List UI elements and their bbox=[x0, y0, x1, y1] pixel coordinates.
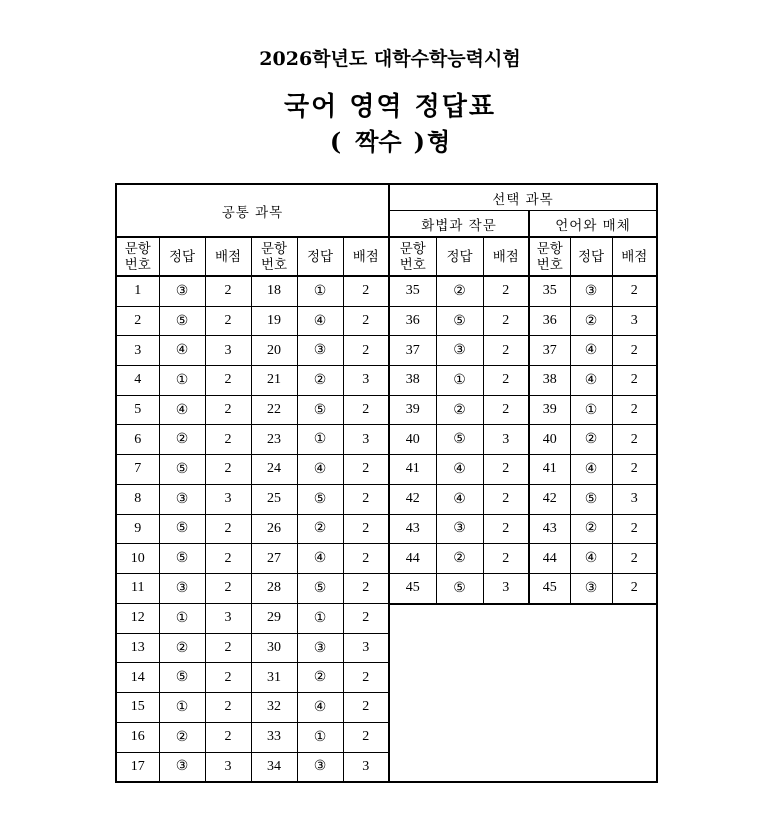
common-question-number: 4 bbox=[116, 366, 159, 396]
table-row bbox=[116, 425, 657, 455]
elective-b-question-number: 37 bbox=[529, 336, 570, 366]
common-points: 2 bbox=[343, 722, 389, 752]
column-header-number: 문항 번호 bbox=[389, 237, 436, 276]
empty-cell bbox=[436, 604, 483, 634]
elective-b-question-number: 40 bbox=[529, 425, 570, 455]
empty-cell bbox=[483, 633, 529, 663]
common-question-number: 23 bbox=[251, 425, 297, 455]
common-question-number: 12 bbox=[116, 604, 159, 634]
common-answer: ④ bbox=[159, 336, 205, 366]
common-points: 2 bbox=[343, 306, 389, 336]
common-points: 3 bbox=[205, 484, 251, 514]
common-points: 2 bbox=[205, 455, 251, 485]
common-question-number: 1 bbox=[116, 276, 159, 306]
common-points: 2 bbox=[343, 693, 389, 723]
elective-b-points: 2 bbox=[612, 395, 657, 425]
common-points: 2 bbox=[205, 306, 251, 336]
empty-cell bbox=[570, 752, 612, 782]
common-points: 2 bbox=[343, 573, 389, 603]
elective-a-points: 2 bbox=[483, 544, 529, 574]
common-question-number: 32 bbox=[251, 693, 297, 723]
common-answer: ① bbox=[297, 722, 343, 752]
elective-b-question-number: 42 bbox=[529, 484, 570, 514]
empty-cell bbox=[529, 752, 570, 782]
elective-a-question-number: 39 bbox=[389, 395, 436, 425]
common-points: 3 bbox=[343, 752, 389, 782]
exam-type-label: 짝수 bbox=[355, 127, 402, 156]
empty-cell bbox=[483, 722, 529, 752]
empty-cell bbox=[612, 752, 657, 782]
elective-a-points: 2 bbox=[483, 484, 529, 514]
common-question-number: 5 bbox=[116, 395, 159, 425]
column-header-answer: 정답 bbox=[297, 237, 343, 276]
empty-cell bbox=[389, 633, 436, 663]
elective-b-answer: ④ bbox=[570, 336, 612, 366]
elective-b-answer: ③ bbox=[570, 276, 612, 306]
empty-cell bbox=[570, 693, 612, 723]
elective-b-points: 3 bbox=[612, 484, 657, 514]
table-row bbox=[116, 366, 657, 396]
elective-a-question-number: 44 bbox=[389, 544, 436, 574]
elective-b-points: 2 bbox=[612, 336, 657, 366]
common-answer: ② bbox=[297, 366, 343, 396]
common-points: 2 bbox=[343, 455, 389, 485]
common-subject-header: 공통 과목 bbox=[116, 184, 389, 237]
column-header-answer: 정답 bbox=[436, 237, 483, 276]
common-question-number: 15 bbox=[116, 693, 159, 723]
common-points: 2 bbox=[343, 663, 389, 693]
column-header-number: 문항 번호 bbox=[251, 237, 297, 276]
table-row bbox=[116, 722, 657, 752]
common-question-number: 21 bbox=[251, 366, 297, 396]
table-row bbox=[116, 633, 657, 663]
common-question-number: 2 bbox=[116, 306, 159, 336]
elective-b-points: 2 bbox=[612, 455, 657, 485]
common-answer: ① bbox=[159, 604, 205, 634]
common-points: 3 bbox=[343, 633, 389, 663]
elective-a-points: 3 bbox=[483, 425, 529, 455]
elective-b-question-number: 45 bbox=[529, 573, 570, 603]
empty-cell bbox=[389, 752, 436, 782]
common-points: 2 bbox=[343, 276, 389, 306]
elective-b-answer: ④ bbox=[570, 455, 612, 485]
common-points: 3 bbox=[343, 425, 389, 455]
empty-cell bbox=[483, 604, 529, 634]
empty-cell bbox=[483, 663, 529, 693]
table-row bbox=[116, 336, 657, 366]
empty-cell bbox=[570, 663, 612, 693]
elective-a-answer: ② bbox=[436, 395, 483, 425]
elective-b-answer: ③ bbox=[570, 573, 612, 603]
table-row bbox=[116, 276, 657, 306]
elective-a-answer: ③ bbox=[436, 514, 483, 544]
elective-b-points: 2 bbox=[612, 573, 657, 603]
empty-cell bbox=[436, 693, 483, 723]
common-points: 2 bbox=[205, 276, 251, 306]
elective-a-points: 2 bbox=[483, 276, 529, 306]
common-question-number: 17 bbox=[116, 752, 159, 782]
common-question-number: 7 bbox=[116, 455, 159, 485]
common-question-number: 18 bbox=[251, 276, 297, 306]
empty-cell bbox=[483, 752, 529, 782]
common-question-number: 25 bbox=[251, 484, 297, 514]
empty-cell bbox=[570, 722, 612, 752]
table-row bbox=[116, 306, 657, 336]
common-points: 2 bbox=[343, 395, 389, 425]
common-question-number: 27 bbox=[251, 544, 297, 574]
empty-cell bbox=[529, 633, 570, 663]
empty-cell bbox=[389, 663, 436, 693]
elective-a-header: 화법과 작문 bbox=[389, 211, 529, 238]
elective-b-question-number: 43 bbox=[529, 514, 570, 544]
elective-b-question-number: 36 bbox=[529, 306, 570, 336]
common-answer: ③ bbox=[159, 484, 205, 514]
table-row bbox=[116, 604, 657, 634]
common-points: 2 bbox=[343, 514, 389, 544]
elective-a-question-number: 43 bbox=[389, 514, 436, 544]
answer-key-table bbox=[115, 183, 658, 783]
empty-cell bbox=[389, 693, 436, 723]
empty-cell bbox=[436, 722, 483, 752]
column-header-number: 문항 번호 bbox=[116, 237, 159, 276]
common-question-number: 6 bbox=[116, 425, 159, 455]
elective-a-answer: ② bbox=[436, 544, 483, 574]
column-header-points: 배점 bbox=[483, 237, 529, 276]
common-points: 2 bbox=[205, 425, 251, 455]
empty-cell bbox=[612, 633, 657, 663]
common-question-number: 16 bbox=[116, 722, 159, 752]
common-answer: ⑤ bbox=[159, 544, 205, 574]
elective-b-answer: ① bbox=[570, 395, 612, 425]
elective-a-points: 2 bbox=[483, 336, 529, 366]
empty-cell bbox=[436, 752, 483, 782]
elective-b-question-number: 38 bbox=[529, 366, 570, 396]
common-points: 2 bbox=[343, 604, 389, 634]
common-points: 3 bbox=[205, 604, 251, 634]
elective-a-question-number: 40 bbox=[389, 425, 436, 455]
common-answer: ② bbox=[159, 425, 205, 455]
table-row bbox=[116, 544, 657, 574]
common-answer: ③ bbox=[159, 752, 205, 782]
common-answer: ⑤ bbox=[159, 455, 205, 485]
elective-a-question-number: 38 bbox=[389, 366, 436, 396]
common-points: 3 bbox=[205, 336, 251, 366]
common-question-number: 33 bbox=[251, 722, 297, 752]
elective-b-question-number: 39 bbox=[529, 395, 570, 425]
empty-cell bbox=[612, 722, 657, 752]
elective-a-question-number: 42 bbox=[389, 484, 436, 514]
elective-b-answer: ④ bbox=[570, 366, 612, 396]
elective-b-answer: ④ bbox=[570, 544, 612, 574]
common-question-number: 20 bbox=[251, 336, 297, 366]
common-points: 2 bbox=[205, 395, 251, 425]
column-header-answer: 정답 bbox=[570, 237, 612, 276]
common-answer: ③ bbox=[159, 276, 205, 306]
common-answer: ② bbox=[297, 663, 343, 693]
elective-b-points: 2 bbox=[612, 544, 657, 574]
exam-type-title bbox=[0, 122, 780, 157]
common-question-number: 22 bbox=[251, 395, 297, 425]
common-answer: ⑤ bbox=[297, 484, 343, 514]
common-points: 3 bbox=[343, 366, 389, 396]
elective-b-answer: ② bbox=[570, 306, 612, 336]
common-answer: ⑤ bbox=[159, 663, 205, 693]
common-question-number: 30 bbox=[251, 633, 297, 663]
common-answer: ⑤ bbox=[159, 514, 205, 544]
common-answer: ① bbox=[297, 604, 343, 634]
common-question-number: 19 bbox=[251, 306, 297, 336]
empty-cell bbox=[570, 633, 612, 663]
common-answer: ① bbox=[159, 693, 205, 723]
common-answer: ① bbox=[297, 425, 343, 455]
elective-b-points: 2 bbox=[612, 276, 657, 306]
common-answer: ③ bbox=[297, 633, 343, 663]
common-answer: ③ bbox=[159, 573, 205, 603]
elective-b-answer: ⑤ bbox=[570, 484, 612, 514]
empty-cell bbox=[529, 663, 570, 693]
elective-b-question-number: 44 bbox=[529, 544, 570, 574]
empty-cell bbox=[389, 604, 436, 634]
column-header-points: 배점 bbox=[343, 237, 389, 276]
common-question-number: 31 bbox=[251, 663, 297, 693]
common-points: 2 bbox=[205, 573, 251, 603]
column-header-points: 배점 bbox=[612, 237, 657, 276]
common-points: 3 bbox=[205, 752, 251, 782]
table-row bbox=[116, 663, 657, 693]
empty-cell bbox=[389, 722, 436, 752]
common-answer: ⑤ bbox=[159, 306, 205, 336]
elective-a-answer: ③ bbox=[436, 336, 483, 366]
table-row bbox=[116, 395, 657, 425]
elective-b-header: 언어와 매체 bbox=[529, 211, 657, 238]
elective-a-points: 2 bbox=[483, 514, 529, 544]
common-question-number: 28 bbox=[251, 573, 297, 603]
elective-a-question-number: 36 bbox=[389, 306, 436, 336]
elective-a-question-number: 41 bbox=[389, 455, 436, 485]
empty-cell bbox=[529, 604, 570, 634]
common-question-number: 8 bbox=[116, 484, 159, 514]
common-answer: ④ bbox=[159, 395, 205, 425]
elective-b-answer: ② bbox=[570, 514, 612, 544]
empty-cell bbox=[436, 633, 483, 663]
elective-a-points: 2 bbox=[483, 306, 529, 336]
table-row bbox=[116, 752, 657, 782]
exam-type-suffix: 형 bbox=[426, 127, 451, 156]
common-points: 2 bbox=[205, 722, 251, 752]
elective-a-question-number: 35 bbox=[389, 276, 436, 306]
type-paren-close: ) bbox=[413, 127, 425, 156]
empty-cell bbox=[483, 693, 529, 723]
elective-a-answer: ② bbox=[436, 276, 483, 306]
elective-b-question-number: 41 bbox=[529, 455, 570, 485]
common-question-number: 9 bbox=[116, 514, 159, 544]
empty-cell bbox=[612, 693, 657, 723]
elective-a-answer: ④ bbox=[436, 455, 483, 485]
column-header-points: 배점 bbox=[205, 237, 251, 276]
elective-b-question-number: 35 bbox=[529, 276, 570, 306]
subject-title: 국어 영역 정답표 bbox=[284, 92, 496, 122]
empty-cell bbox=[612, 663, 657, 693]
elective-a-answer: ④ bbox=[436, 484, 483, 514]
common-answer: ① bbox=[297, 276, 343, 306]
common-answer: ③ bbox=[297, 752, 343, 782]
common-question-number: 3 bbox=[116, 336, 159, 366]
column-header-answer: 정답 bbox=[159, 237, 205, 276]
elective-b-points: 2 bbox=[612, 425, 657, 455]
common-answer: ② bbox=[159, 633, 205, 663]
elective-a-points: 3 bbox=[483, 573, 529, 603]
common-question-number: 34 bbox=[251, 752, 297, 782]
common-answer: ④ bbox=[297, 544, 343, 574]
common-answer: ① bbox=[159, 366, 205, 396]
elective-subject-header: 선택 과목 bbox=[389, 184, 657, 211]
common-answer: ④ bbox=[297, 693, 343, 723]
common-points: 2 bbox=[205, 366, 251, 396]
empty-cell bbox=[529, 693, 570, 723]
elective-a-answer: ① bbox=[436, 366, 483, 396]
empty-cell bbox=[436, 663, 483, 693]
common-points: 2 bbox=[343, 544, 389, 574]
common-answer: ⑤ bbox=[297, 573, 343, 603]
common-points: 2 bbox=[205, 633, 251, 663]
common-points: 2 bbox=[205, 693, 251, 723]
table-row bbox=[116, 455, 657, 485]
common-question-number: 24 bbox=[251, 455, 297, 485]
common-points: 2 bbox=[343, 336, 389, 366]
elective-a-points: 2 bbox=[483, 366, 529, 396]
exam-year-title: 2026학년도 대학수학능력시험 bbox=[259, 48, 521, 70]
empty-cell bbox=[612, 604, 657, 634]
elective-a-question-number: 37 bbox=[389, 336, 436, 366]
elective-b-points: 2 bbox=[612, 514, 657, 544]
elective-a-points: 2 bbox=[483, 395, 529, 425]
column-header-number: 문항 번호 bbox=[529, 237, 570, 276]
common-answer: ② bbox=[159, 722, 205, 752]
common-question-number: 10 bbox=[116, 544, 159, 574]
elective-b-points: 3 bbox=[612, 306, 657, 336]
empty-cell bbox=[529, 722, 570, 752]
common-points: 2 bbox=[205, 514, 251, 544]
common-points: 2 bbox=[205, 663, 251, 693]
common-points: 2 bbox=[205, 544, 251, 574]
table-row bbox=[116, 693, 657, 723]
elective-b-answer: ② bbox=[570, 425, 612, 455]
common-answer: ③ bbox=[297, 336, 343, 366]
common-answer: ② bbox=[297, 514, 343, 544]
elective-a-points: 2 bbox=[483, 455, 529, 485]
common-points: 2 bbox=[343, 484, 389, 514]
elective-a-answer: ⑤ bbox=[436, 425, 483, 455]
common-question-number: 11 bbox=[116, 573, 159, 603]
elective-b-points: 2 bbox=[612, 366, 657, 396]
type-paren-open: ( bbox=[329, 127, 342, 156]
table-row bbox=[116, 573, 657, 603]
common-question-number: 26 bbox=[251, 514, 297, 544]
common-question-number: 14 bbox=[116, 663, 159, 693]
table-row bbox=[116, 514, 657, 544]
common-answer: ④ bbox=[297, 455, 343, 485]
common-question-number: 13 bbox=[116, 633, 159, 663]
empty-cell bbox=[570, 604, 612, 634]
elective-a-question-number: 45 bbox=[389, 573, 436, 603]
common-question-number: 29 bbox=[251, 604, 297, 634]
elective-a-answer: ⑤ bbox=[436, 306, 483, 336]
table-row bbox=[116, 484, 657, 514]
common-answer: ⑤ bbox=[297, 395, 343, 425]
common-answer: ④ bbox=[297, 306, 343, 336]
elective-a-answer: ⑤ bbox=[436, 573, 483, 603]
